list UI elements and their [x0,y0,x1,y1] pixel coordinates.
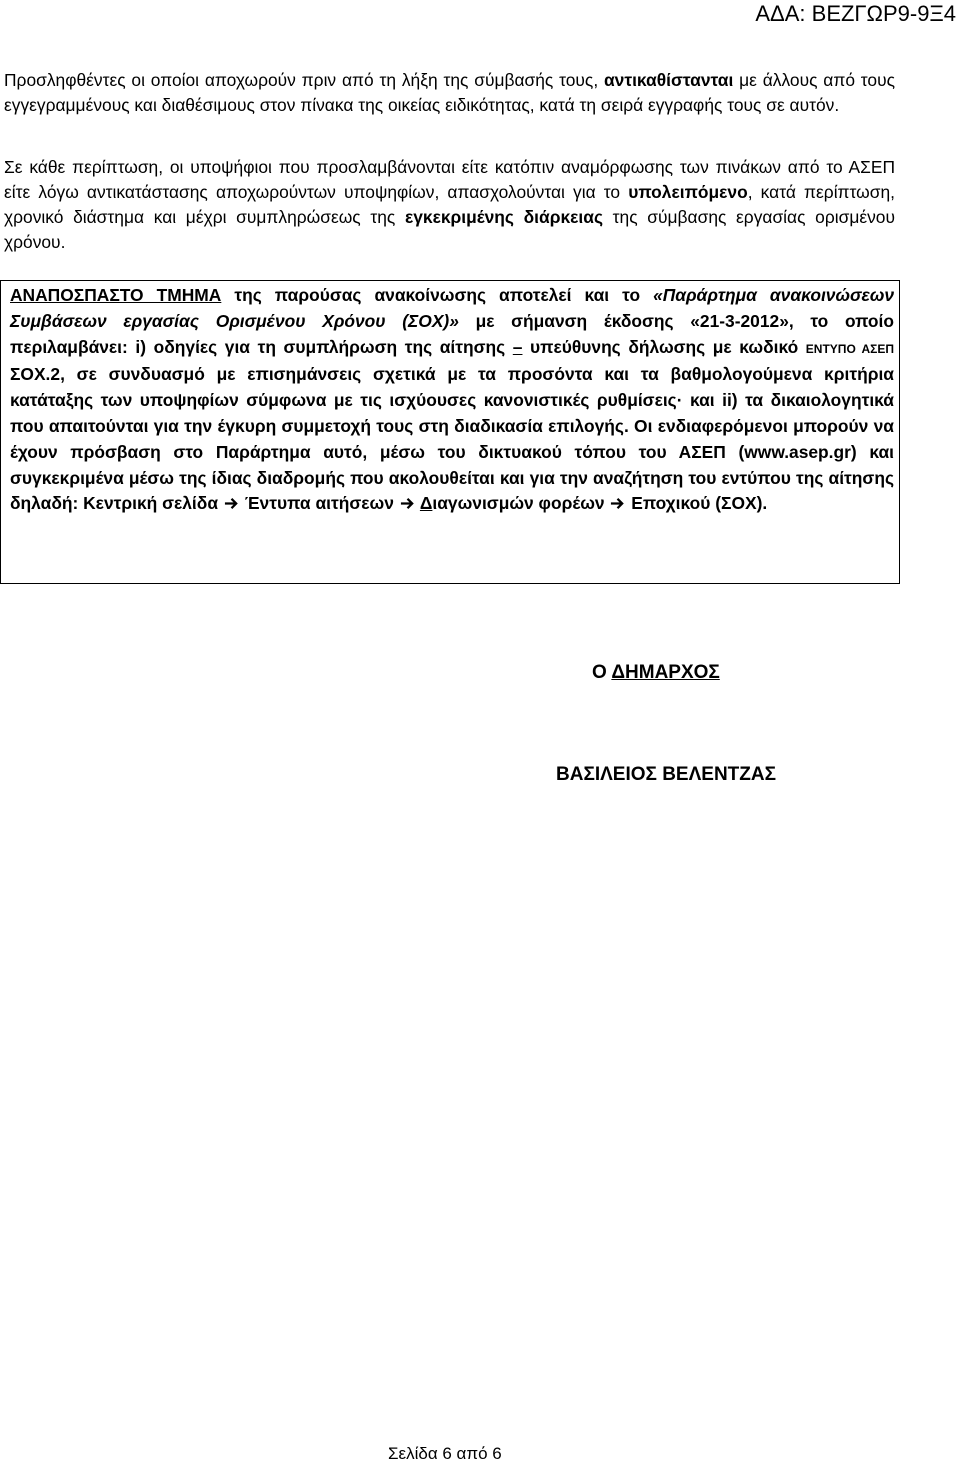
text: Ο [592,662,612,683]
path-seasonal: Εποχικού (ΣΟΧ). [631,493,768,514]
path-forms: Έντυπα αιτήσεων [244,493,394,514]
bold-text: αντικαθίστανται [603,70,734,90]
arrow-right-icon [610,496,625,511]
ada-code: ΑΔΑ: ΒΕΖΓΩΡ9-9Ξ4 [755,1,956,26]
text: , κατά περίπτωση, χρονικό διάστημα και μέχρι συμπληρώσεως της [4,182,895,227]
text: υπεύθυνης δήλωσης με κωδικό [522,336,806,357]
text: Προσληφθέντες οι οποίοι αποχωρούν πριν από τη λήξη της σύμβασής τους, [4,70,604,90]
notice-box [0,280,900,584]
annex-title: «Παράρτημα ανακοινώσεων Συμβάσεων εργασίας Ορισμένου Χρόνου (ΣΟΧ)» [10,285,895,331]
text: της παρούσας ανακοίνωσης αποτελεί και το [221,285,654,305]
text: ΣΟΧ.2, σε συνδυασμό με επισημάνσεις σχετικά με τα προσόντα και τα βαθμολογούμενα κριτήρια κατάταξης των υποψηφίων σύμφωνα με τις ισχύουσες κανονιστικές ρυθμίσεις· και ii) τα δικαιολογητικά που απαιτούνται για την έγκυρη συμμετοχή τους στη διαδικασία επιλογής. Οι ενδιαφερόμενοι μπορούν να έχουν πρόσβαση στο Παράρτημα αυτό, μέσω του δικτυακού τόπου του ΑΣΕΠ (www.asep.gr) και συγκεκριμένα μέσω της ίδιας διαδρομής που ακολουθείται και για την αναζήτηση του εντύπου της αίτησης δηλαδή: [10,364,894,514]
text: ιαγωνισμών φορέων [432,493,605,514]
notice-heading: ΑΝΑΠΟΣΠΑΣΤΟ ΤΜΗΜΑ [10,285,222,305]
bold-text: εγκεκριμένης διάρκειας [404,207,603,227]
path-competitions [420,493,605,513]
path-home: Κεντρική σελίδα [83,493,219,514]
text: της σύμβασης εργασίας ορισμένου χρόνου. [4,207,895,252]
bold-text: υπολειπόμενο [628,182,748,202]
text: ΔΗΜΑΡΧΟΣ [611,662,720,683]
mayor-title [592,662,720,684]
underlined-letter: Δ [419,493,433,514]
dash: – [512,336,523,357]
page-number: Σελίδα 6 από 6 [388,1444,502,1463]
text: Σε κάθε περίπτωση, οι υποψήφιοι που προσλαμβάνονται είτε κατόπιν αναμόρφωσης των πινάκων από το ΑΣΕΠ είτε λόγω αντικατάστασης αποχωρούντων υποψηφίων, απασχολούνται για το [4,157,895,202]
arrow-right-icon [400,496,415,511]
arrow-right-icon [224,496,239,511]
paragraph-replacement [4,68,895,118]
mayor-name: ΒΑΣΙΛΕΙΟΣ ΒΕΛΕΝΤΖΑΣ [556,764,777,785]
text: με άλλους από τους εγγεγραμμένους και διαθέσιμους στον πίνακα της οικείας ειδικότητας, κατά τη σειρά εγγραφής τους σε αυτόν. [4,70,895,115]
paragraph-duration [4,155,895,255]
form-code: ΕΝΤΥΠΟ ΑΣΕΠ [805,341,894,356]
text: με σήμανση έκδοσης «21-3-2012», το οποίο περιλαμβάνει: i) οδηγίες για τη συμπλήρωση της αίτησης [10,310,895,357]
